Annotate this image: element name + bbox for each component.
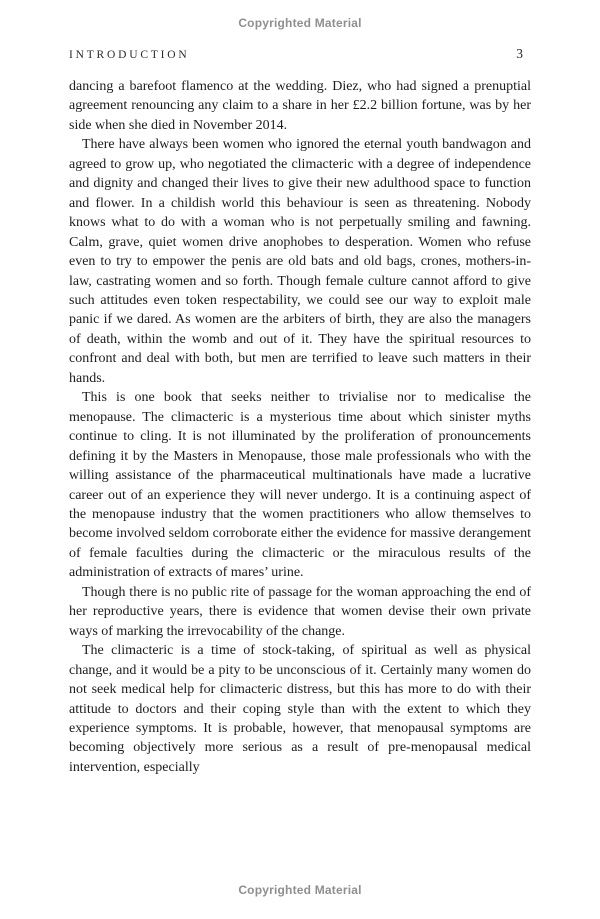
paragraph: dancing a barefoot flamenco at the wedding. Diez, who had signed a prenuptial agreement renouncing any claim to a share in her £2.2 billion fortune, was by her side when she died in November 2014. <box>69 79 531 133</box>
running-header <box>69 46 531 62</box>
page-number: 3 <box>516 46 523 61</box>
paragraph: The climacteric is a time of stock-taking, of spiritual as well as physical change, and it would be a pity to be unconscious of it. Certainly many women do not seek medical help for climacteric distress, but this has more to do with their attitude to doctors and their coping style than with the extent to which they experience symptoms. It is probable, however, that menopausal symptoms are becoming objectively more serious as a result of pre-menopausal medical intervention, especially <box>69 643 531 775</box>
section-title: INTRODUCTION <box>69 49 190 61</box>
paragraph: Though there is no public rite of passage for the woman approaching the end of her reproductive years, there is evidence that women devise their own private ways of marking the irrevocability of the change. <box>69 584 531 639</box>
paragraph: This is one book that seeks neither to trivialise nor to medicalise the menopause. The climacteric is a mysterious time about which sinister myths continue to cling. It is not illuminated by the proliferation of pronouncements defining it by the Masters in Menopause, those male professionals who with the willing assistance of the pharmaceutical multinationals have made a lucrative career out of an experience they will never undergo. It is a continuing aspect of the menopause industry that the women practitioners who allow themselves to become involved seldom corroborate either the evidence for massive derangement of female faculties during the climacteric or the miraculous results of the administration of extracts of mares’ urine. <box>69 390 531 581</box>
bottom-copyright-banner: Copyrighted Material <box>238 883 362 897</box>
paragraph: There have always been women who ignored the eternal youth bandwagon and agreed to grow up, who negotiated the climacteric with a degree of independence and dignity and changed their lives to give their new adulthood space to function and flower. In a childish world this behaviour is seen as threatening. Nobody knows what to do with a woman who is not perpetually smiling and fawning. Calm, grave, quiet women drive anophobes to desperation. Women who refuse even to try to empower the penis are old bats and old bags, crones, mothers-in-law, castrating women and so forth. Though female culture cannot afford to give such attitudes even token respectability, we could see our way to exploit male panic if we dared. As women are the arbiters of birth, they are also the managers of death, within the womb and out of it. They have the spiritual resources to confront and deal with both, but men are terrified to leave such matters in their hands. <box>69 137 531 386</box>
top-copyright-banner: Copyrighted Material <box>238 16 362 30</box>
body-text <box>69 77 531 777</box>
